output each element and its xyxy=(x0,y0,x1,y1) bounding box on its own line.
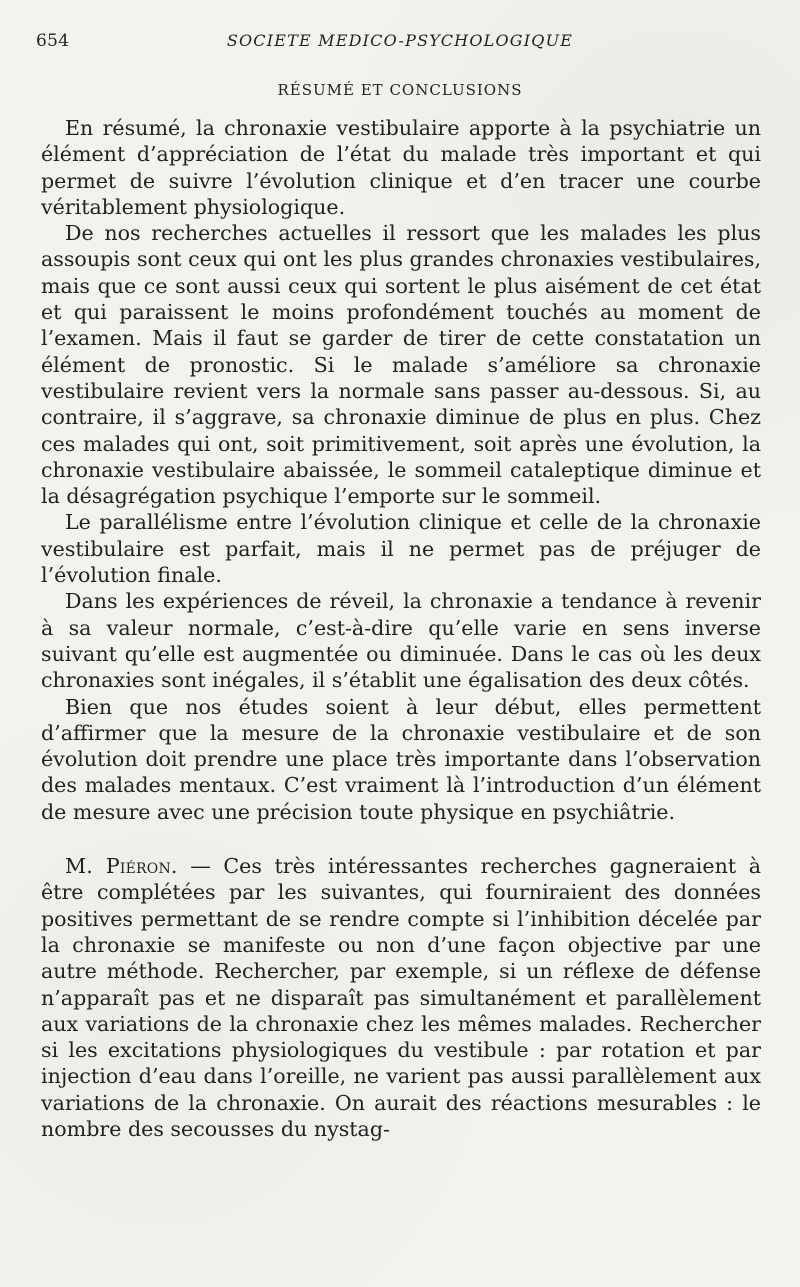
page-header xyxy=(36,29,764,53)
running-head: SOCIETE MEDICO-PSYCHOLOGIQUE xyxy=(226,31,574,50)
paragraph: Bien que nos études soient à leur début, elles permettent d’affirmer que la mesure de la chronaxie vestibulaire et de son évolution doit prendre une place très importante dans l’observation des malades mentaux. C’est vraiment là l’introduction d’un élément de mesure avec une précision toute physique en psychiâtrie. xyxy=(41,694,761,824)
paragraph: En résumé, la chronaxie vestibulaire apporte à la psychiatrie un élément d’appréciation de l’état du malade très important et qui permet de suivre l’évolution clinique et d’en tracer une courbe véritablement physiologique. xyxy=(41,116,761,219)
section-title: RÉSUMÉ ET CONCLUSIONS xyxy=(277,81,523,99)
paragraph: Le parallélisme entre l’évolution clinique et celle de la chronaxie vestibulaire est parfait, mais il ne permet pas de préjuger de l’évolution finale. xyxy=(41,510,761,588)
speaker-name: M. Piéron. xyxy=(65,854,178,879)
page-number: 654 xyxy=(36,31,70,51)
discussion-text: — Ces très intéressantes recherches gagneraient à être complétées par les suivantes, qui fourniraient des données positives permettant de se rendre compte si l’inhibition décelée par la chronaxie se manifeste ou non d’une façon objective par une autre méthode. Rechercher, par exemple, si un réflexe de défense n’apparaît pas et ne disparaît pas simultanément et parallèlement aux variations de la chronaxie chez les mêmes malades. Rechercher si les excitations physiologiques du vestibule : par rotation et par injection d’eau dans l’oreille, ne varient pas aussi parallèlement aux variations de la chronaxie. On aurait des réactions mesurables : le nombre des secousses du nystag- xyxy=(41,854,761,1141)
body-text xyxy=(41,115,761,1142)
paragraph: De nos recherches actuelles il ressort que les malades les plus assoupis sont ceux qui ont les plus grandes chronaxies vestibulaires, mais que ce sont aussi ceux qui sortent le plus aisément de cet état et qui paraissent le moins profondément touchés au moment de l’examen. Mais il faut se garder de tirer de cette constatation un élément de pronostic. Si le malade s’améliore sa chronaxie vestibulaire revient vers la normale sans passer au-dessous. Si, au contraire, il s’aggrave, sa chronaxie diminue de plus en plus. Chez ces malades qui ont, soit primitivement, soit après une évolution, la chronaxie vestibulaire abaissée, le sommeil cataleptique diminue et la désagrégation psychique l’emporte sur le sommeil. xyxy=(41,221,761,509)
discussion-paragraph xyxy=(41,853,761,1142)
paragraph: Dans les expériences de réveil, la chronaxie a tendance à revenir à sa valeur normale, c’est-à-dire qu’elle varie en sens inverse suivant qu’elle est augmentée ou diminuée. Dans le cas où les deux chronaxies sont inégales, il s’établit une égalisation des deux côtés. xyxy=(41,589,761,693)
